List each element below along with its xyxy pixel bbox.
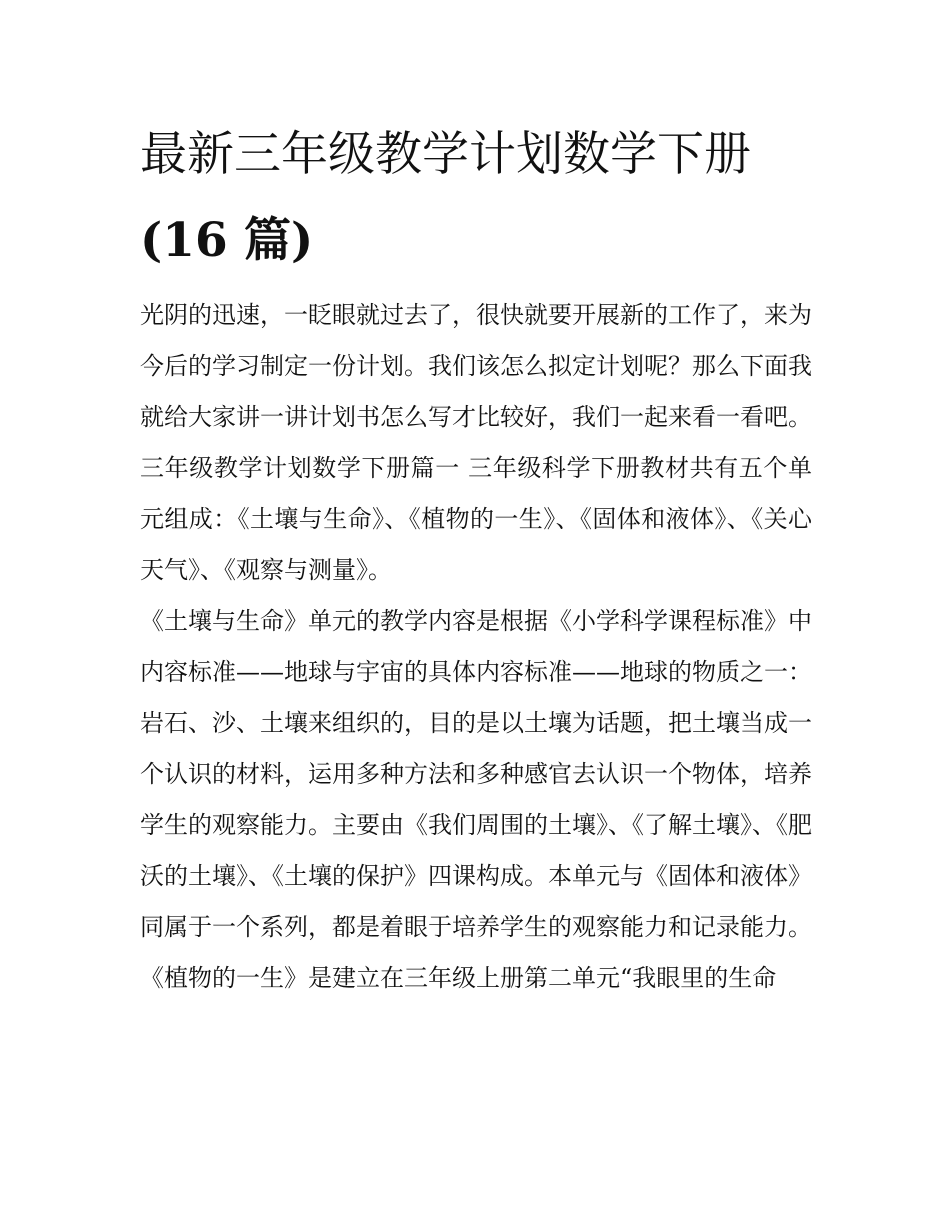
paragraph-soil-unit: 《土壤与生命》单元的教学内容是根据《小学科学课程标准》中内容标准——地球与宇宙的具体内容标准——地球的物质之一：岩石、沙、土壤来组织的，目的是以土壤为话题，把土壤当成一个认识的材料，运用多种方法和多种感官去认识一个物体，培养学生的观察能力。主要由《我们周围的土壤》、《了解土壤》、《肥沃的土壤》、《土壤的保护》四课构成。本单元与《固体和液体》同属于一个系列，都是着眼于培养学生的观察能力和记录能力。: [140, 607, 812, 941]
document-page: [140, 112, 812, 1004]
title-line-1: 最新三年级教学计划数学下册: [140, 127, 751, 182]
document-title: [140, 112, 812, 284]
title-line-2: (16 篇): [140, 213, 314, 268]
paragraph-units-overview: 三年级教学计划数学下册篇一 三年级科学下册教材共有五个单元组成：《土壤与生命》、《植物的一生》、《固体和液体》、《关心天气》、《观察与测量》。: [140, 454, 812, 584]
paragraph-plant-unit: 《植物的一生》是建立在三年级上册第二单元“我眼里的生命: [140, 964, 777, 992]
intro-paragraph: 光阴的迅速，一眨眼就过去了，很快就要开展新的工作了，来为今后的学习制定一份计划。我们该怎么拟定计划呢？那么下面我就给大家讲一讲计划书怎么写才比较好，我们一起来看一看吧。: [140, 301, 812, 431]
